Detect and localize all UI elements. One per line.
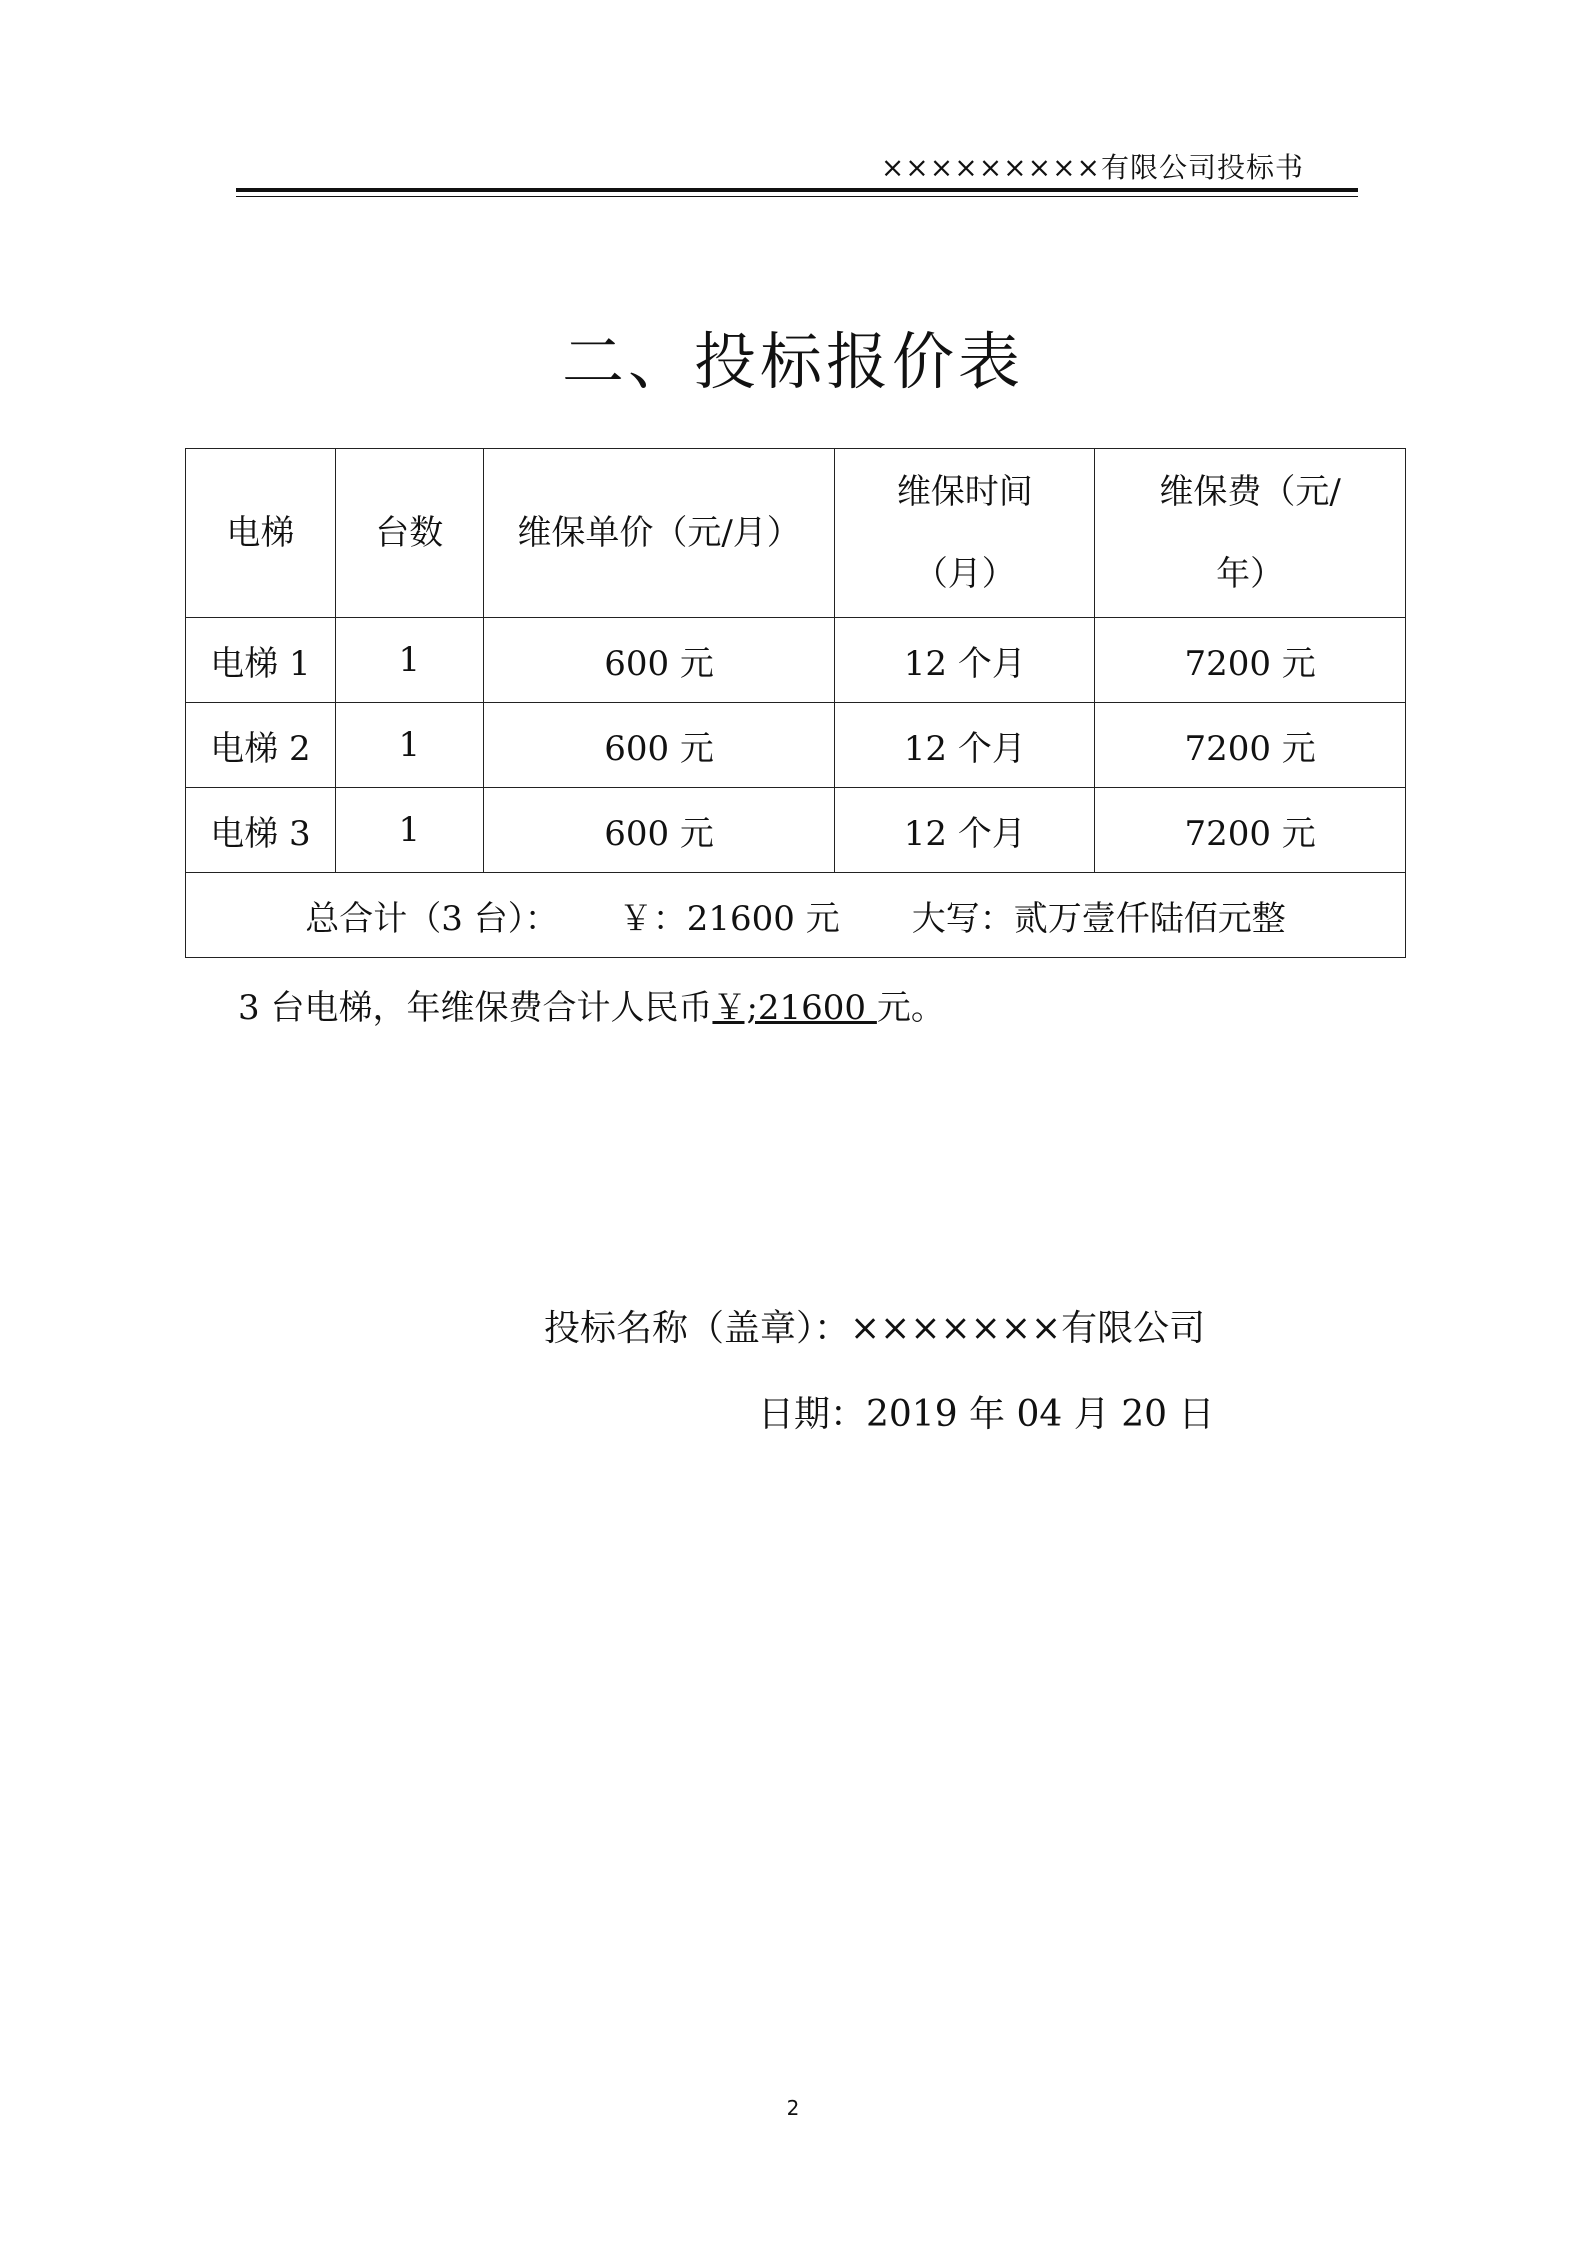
table-cell: 电梯 1 bbox=[186, 618, 336, 703]
header-rule bbox=[236, 188, 1358, 192]
column-header-annual-fee-line1: 维保费（元/ bbox=[1159, 472, 1341, 512]
table-cell: 12 个月 bbox=[835, 618, 1095, 703]
table-cell: 1 bbox=[335, 703, 483, 788]
summary-amount: ￥;21600 bbox=[712, 988, 877, 1028]
summary-prefix: 3 台电梯，年维保费合计人民币 bbox=[238, 988, 713, 1028]
column-header-duration-line2: （月） bbox=[913, 554, 1016, 594]
column-header-unit-price: 维保单价（元/月） bbox=[483, 449, 835, 618]
date-line: 日期：2019 年 04 月 20 日 bbox=[758, 1394, 1215, 1435]
column-header-quantity: 台数 bbox=[335, 449, 483, 618]
table-cell: 600 元 bbox=[483, 788, 835, 873]
table-cell: 600 元 bbox=[483, 703, 835, 788]
column-header-duration-line1: 维保时间 bbox=[896, 472, 1033, 512]
column-header-annual-fee-line2: 年） bbox=[1216, 554, 1285, 594]
total-label: 总合计（3 台）： bbox=[305, 898, 559, 939]
table-cell: 1 bbox=[335, 618, 483, 703]
header-rule-thin bbox=[236, 196, 1358, 197]
total-amount: ￥：21600 元 bbox=[618, 898, 840, 939]
summary-line bbox=[238, 980, 945, 1029]
table-cell: 电梯 2 bbox=[186, 703, 336, 788]
table-row bbox=[186, 788, 1406, 873]
table-cell: 600 元 bbox=[483, 618, 835, 703]
table-cell: 7200 元 bbox=[1095, 788, 1406, 873]
quote-table bbox=[185, 448, 1406, 958]
total-cell bbox=[186, 873, 1406, 958]
table-header-row bbox=[186, 449, 1406, 618]
summary-suffix: 元。 bbox=[876, 988, 945, 1028]
column-header-duration bbox=[835, 449, 1095, 618]
page-title: 二、投标报价表 bbox=[561, 325, 1024, 398]
table-cell: 12 个月 bbox=[835, 788, 1095, 873]
bidder-signature-line: 投标名称（盖章）：×××××××有限公司 bbox=[544, 1308, 1206, 1349]
table-cell: 7200 元 bbox=[1095, 703, 1406, 788]
table-cell: 7200 元 bbox=[1095, 618, 1406, 703]
table-cell: 1 bbox=[335, 788, 483, 873]
table-row bbox=[186, 618, 1406, 703]
page-number: 2 bbox=[786, 2096, 800, 2120]
document-header: ×××××××××有限公司投标书 bbox=[880, 151, 1304, 184]
total-capital: 大写：贰万壹仟陆佰元整 bbox=[911, 898, 1286, 939]
column-header-annual-fee bbox=[1095, 449, 1406, 618]
table-row bbox=[186, 703, 1406, 788]
total-row bbox=[186, 873, 1406, 958]
column-header-elevator: 电梯 bbox=[186, 449, 336, 618]
table-cell: 12 个月 bbox=[835, 703, 1095, 788]
table-cell: 电梯 3 bbox=[186, 788, 336, 873]
